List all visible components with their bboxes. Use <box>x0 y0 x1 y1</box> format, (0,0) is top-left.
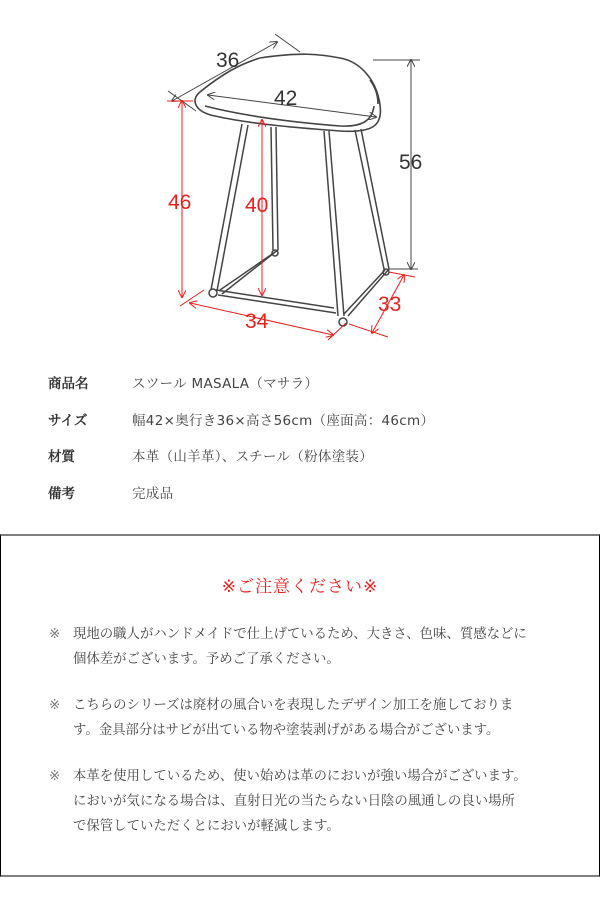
note-line: においが気になる場合は、直射日光の当たらない日陰の風通しの良い場所 <box>73 794 515 809</box>
spec-value: 完成品 <box>132 485 174 502</box>
dimension-depth-label: 36 <box>216 49 240 72</box>
legs-outline <box>209 124 389 326</box>
spec-row-size <box>48 409 588 446</box>
caution-notice-box <box>0 534 600 877</box>
dimension-seat-height-label: 46 <box>168 191 192 214</box>
product-dimension-diagram <box>0 0 600 360</box>
spec-value: スツール MASALA（マサラ） <box>132 376 319 392</box>
spec-row-product-name <box>48 372 588 409</box>
dimension-height-label: 56 <box>399 151 423 174</box>
spec-value: 本革（山羊革）、スチール（粉体塗装） <box>132 449 374 465</box>
spec-key: 備考 <box>48 485 75 502</box>
spec-row-material <box>48 445 588 482</box>
reference-mark-icon: ※ <box>49 698 61 713</box>
spec-table <box>48 372 588 518</box>
reference-mark-icon: ※ <box>49 769 61 784</box>
spec-key: 商品名 <box>48 376 89 392</box>
note-line: で保管していただくとにおいが軽減します。 <box>73 819 340 834</box>
dimension-leg-height-label: 40 <box>245 194 269 217</box>
note-line: 個体差がございます。予めご了承ください。 <box>73 652 340 667</box>
spec-row-notes <box>48 482 588 519</box>
note-line: 現地の職人がハンドメイドで仕上げているため、大きさ、色味、質感などに <box>73 627 527 642</box>
note-line: こちらのシリーズは廃材の風合いを表現したデザイン加工を施しておりま <box>73 698 514 713</box>
dimension-base-depth-label: 33 <box>378 293 402 316</box>
spec-key: サイズ <box>48 412 88 429</box>
dimension-base-width-label: 34 <box>245 310 269 333</box>
reference-mark-icon: ※ <box>49 627 61 642</box>
spec-value: 幅42×奥行き36×高さ56cm（座面高：46cm） <box>132 412 435 429</box>
stool-drawing <box>0 0 600 360</box>
dimension-width-label: 42 <box>274 87 298 110</box>
caution-title: ※ご注意ください※ <box>221 577 379 597</box>
spec-key: 材質 <box>48 449 75 465</box>
note-line: す。金具部分はサビが出ている物や塗装剥げがある場合がございます。 <box>73 723 500 738</box>
note-line: 本革を使用しているため、使い始めは革のにおいが強い場合がございます。 <box>73 769 527 784</box>
